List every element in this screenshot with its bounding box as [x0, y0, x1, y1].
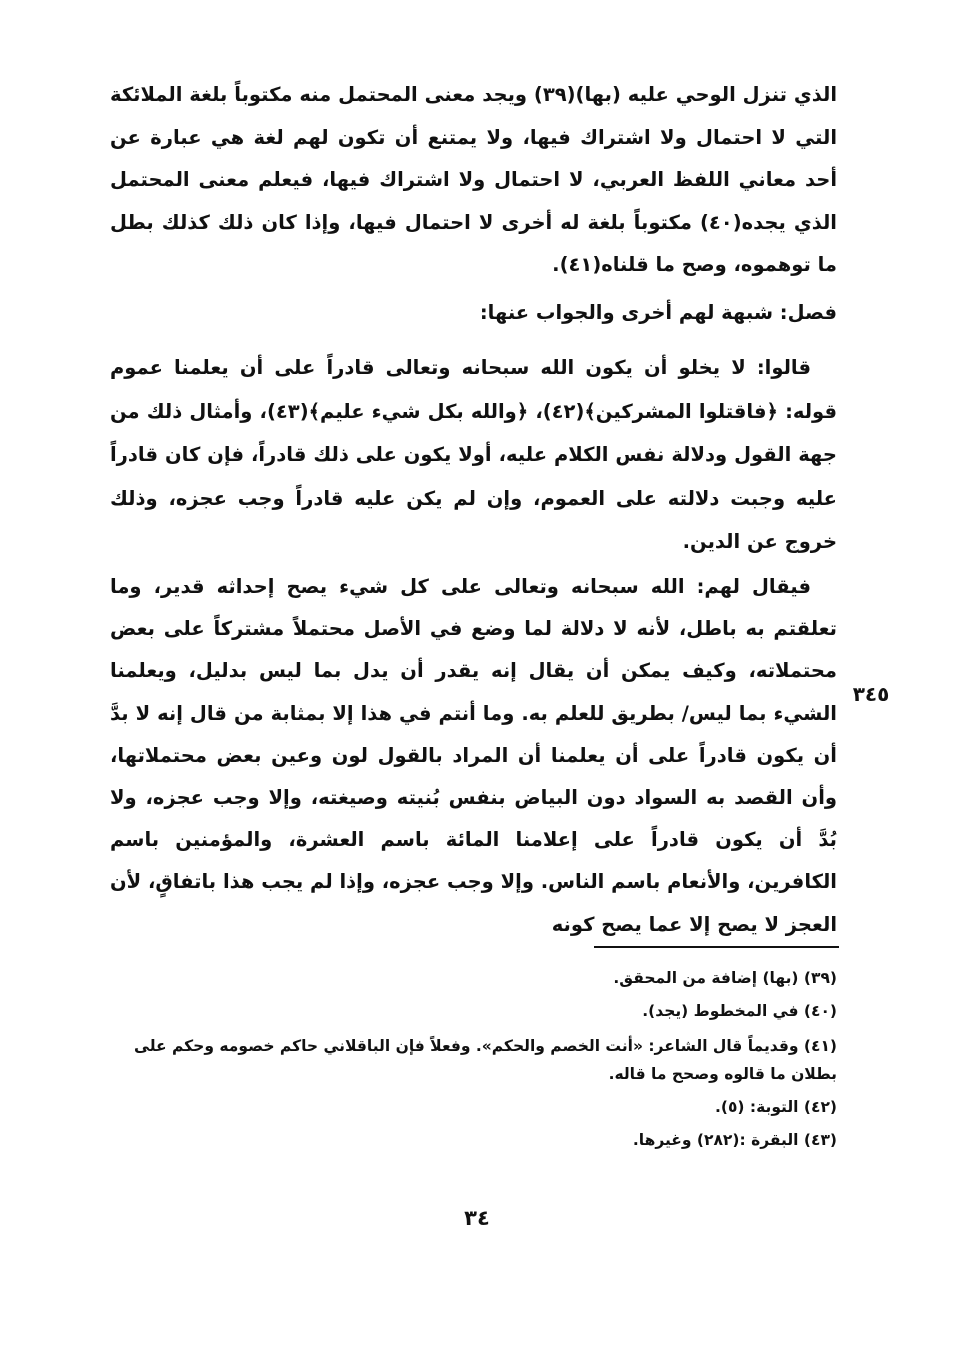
section-heading: فصل: شبهة لهم أخرى والجواب عنها:	[479, 301, 837, 324]
footnote-39: (٣٩) (بها) إضافة من المحقق.	[613, 969, 837, 987]
body-paragraph-response: فيقال لهم: الله سبحانه وتعالى على كل شيء يصح إحداثه قدير، وما تعلقتم به باطل، لأنه لا دلالة لما وضع في الأصل محتملاً مشتركاً على بعض محتملاته، وكيف يمكن أن يقال إنه يقدر أن يدل بما ليس بدليل، ويعلمنا الشيء بما ليس/ بطريق للعلم به. وما أنتم في هذا إلا بمثابة من قال إنه لا بدَّ أن يكون قادراً على أن يعلمنا أن المراد بالقول لون وعين بعض محتملاتها، وأن القصد به السواد دون البياض بنفس بُنيته وصيغته، وإلا وجب عجزه، ولا بُدَّ أن يكون قادراً على إعلامنا المائة باسم العشرة، والمؤمنين باسم الكافرين، والأنعام باسم الناس. وإلا وجب عجزه، وإذا لم يجب هذا باتفاقٍ، لأن العجز لا يصح إلا عما يصح كونه	[110, 575, 837, 936]
footnote-41: (٤١) وقديماً قال الشاعر: «أنت الخصم والحكم». وفعلاً فإن الباقلاني حاكم خصومه وحكم على بطلان ما قالوه وصحح ما قاله.	[134, 1037, 837, 1083]
page-number: ٣٤	[464, 1206, 490, 1230]
footnotes	[110, 962, 837, 1157]
manuscript-folio-number: ٣٤٥	[852, 682, 890, 706]
footnote-43: (٤٣) البقرة :(٢٨٢) وغيرها.	[632, 1131, 837, 1149]
body-paragraph-continuation: الذي تنزل الوحي عليه (بها)(٣٩) ويجد معنى المحتمل منه مكتوباً بلغة الملائكة التي لا احتمال ولا اشتراك فيها، ولا يمتنع أن تكون لهم لغة هي عبارة عن أحد معاني اللفظ العربي، لا احتمال ولا اشتراك فيها، فيعلم معنى المحتمل الذي يجده(٤٠) مكتوباً بلغة له أخرى لا احتمال فيها، وإذا كان ذلك كذلك بطل ما توهموه، وصح ما قلناه(٤١).	[110, 83, 838, 276]
footnote-42: (٤٢) التوبة: (٥).	[714, 1098, 837, 1116]
footnote-separator	[594, 946, 839, 948]
footnote-40: (٤٠) في المخطوط (يجد).	[642, 1002, 837, 1020]
body-paragraph-objection: قالوا: لا يخلو أن يكون الله سبحانه وتعالى قادراً على أن يعلمنا عموم قوله: ﴿فاقتلوا المشركين﴾(٤٢)، ﴿والله بكل شيء عليم﴾(٤٣)، وأمثال ذلك من جهة القول ودلالة نفس الكلام عليه، أولا يكون على ذلك قادراً، فإن كان قادراً عليه وجبت دلالته على العموم، وإن لم يكن عليه قادراً وجب عجزه، وذلك خروج عن الدين.	[110, 356, 838, 554]
